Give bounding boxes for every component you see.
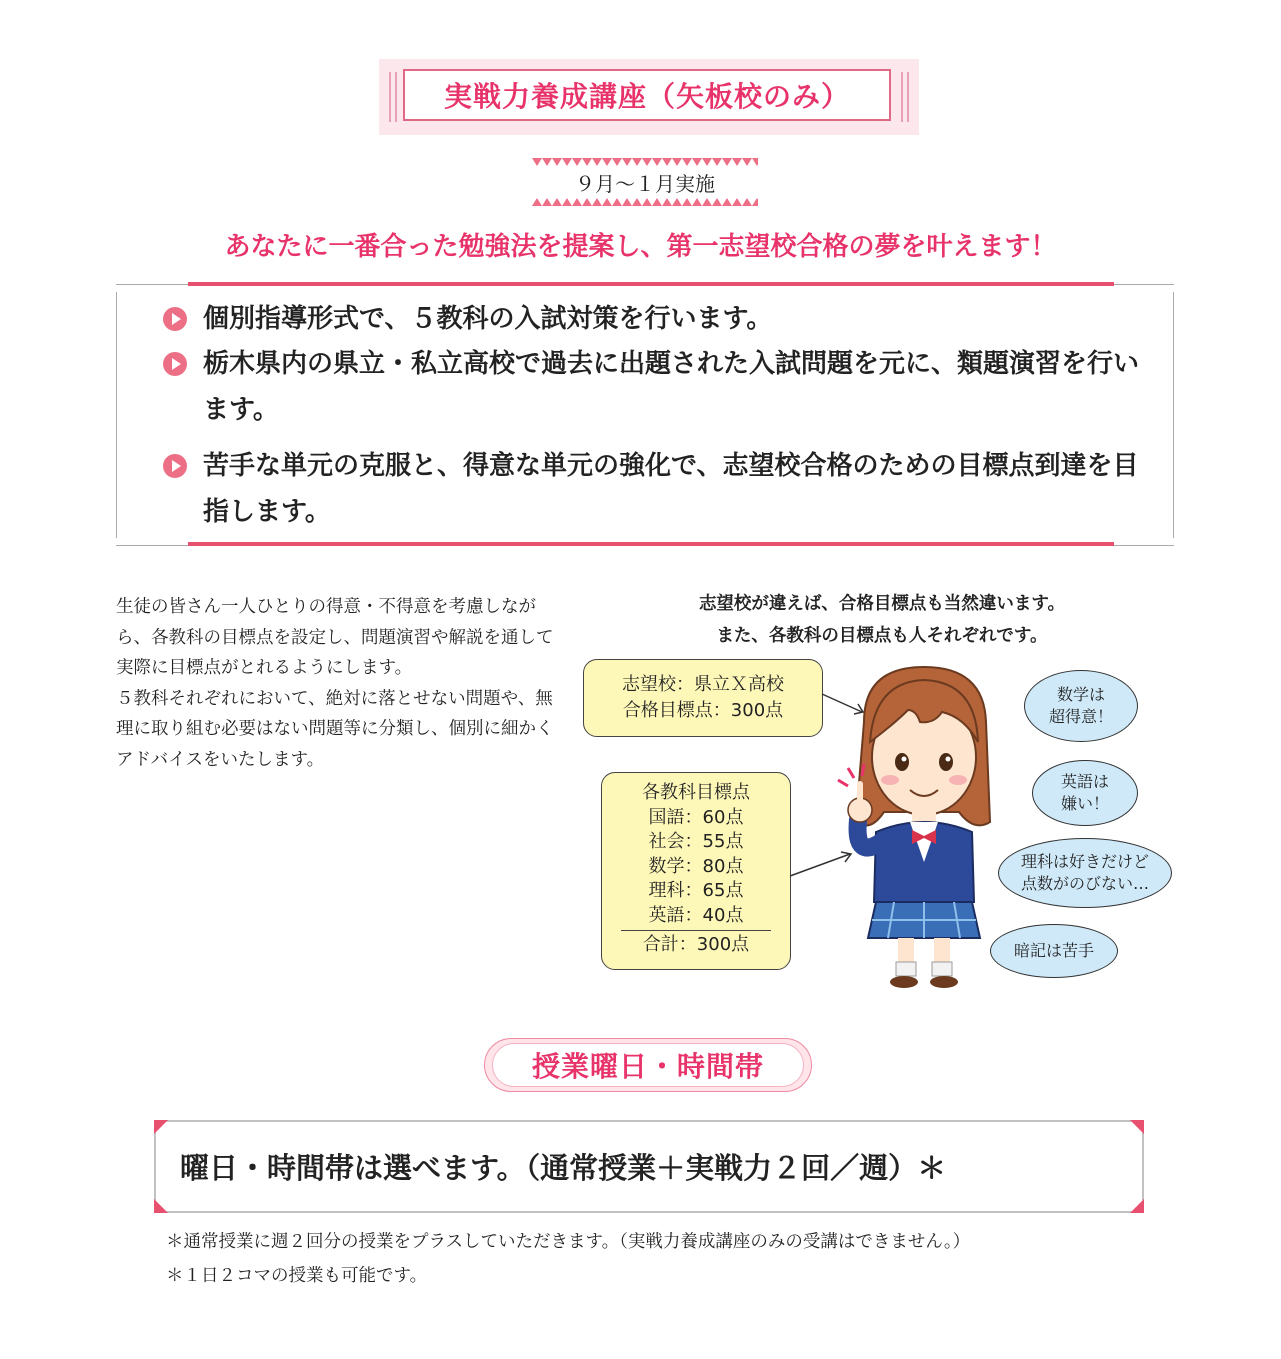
divider	[621, 930, 771, 931]
pink-accent-line	[188, 542, 1114, 546]
title-deco-bar	[395, 72, 397, 122]
subject-target: 数学：80点	[648, 855, 744, 877]
schedule-title	[484, 1038, 812, 1092]
schedule-title-text: 授業曜日・時間帯	[492, 1043, 804, 1087]
speech-bubble: 数学は 超得意！	[1024, 670, 1138, 742]
zigzag-top-deco	[532, 158, 758, 166]
note-heading: 志望校が違えば、合格目標点も当然違います。 また、各教科の目標点も人それぞれです。	[698, 594, 1066, 646]
point-item: 個別指導形式で、５教科の入試対策を行います。	[165, 296, 1155, 342]
description	[116, 592, 556, 775]
period-text: ９月～１月実施	[575, 171, 715, 196]
subject-targets-heading: 各教科目標点	[642, 782, 750, 803]
point-item: 栃木県内の県立・私立高校で過去に出題された入試問題を元に、類題演習を行います。	[165, 341, 1155, 433]
title-deco-bar	[389, 72, 391, 122]
target-school: 志望校：県立Ｘ高校	[622, 674, 784, 695]
pink-accent-line	[188, 282, 1114, 286]
footnote: ＊通常授業に週２回分の授業をプラスしていただきます。（実戦力養成講座のみの受講はできません。）	[166, 1232, 971, 1252]
schedule-main-text: 曜日・時間帯は選べます。（通常授業＋実戦力２回／週）＊	[180, 1151, 947, 1185]
subject-target: 社会：55点	[648, 831, 744, 852]
schedule-box	[154, 1120, 1144, 1213]
subject-targets-box	[601, 772, 791, 970]
title-banner	[379, 59, 919, 135]
title-deco-bar	[907, 72, 909, 122]
zigzag-bottom-deco	[532, 198, 758, 206]
description-paragraph: ５教科それぞれにおいて、絶対に落とせない問題や、無理に取り組む必要はない問題等に分類し、個別に細かくアドバイスをいたします。	[116, 688, 554, 770]
speech-bubble: 暗記は苦手	[990, 924, 1118, 978]
period-tag	[532, 158, 758, 206]
speech-bubble: 英語は 嫌い！	[1032, 760, 1138, 826]
subject-target: 英語：40点	[648, 904, 744, 926]
subject-target: 理科：65点	[648, 880, 744, 901]
page-title: 実戦力養成講座（矢板校のみ）	[403, 69, 891, 121]
headline: あなたに一番合った勉強法を提案し、第一志望校合格の夢を叶えます！	[224, 232, 1057, 262]
frame-line	[116, 292, 117, 538]
play-bullet-icon	[163, 307, 187, 331]
point-item: 苦手な単元の克服と、得意な単元の強化で、志望校合格のための目標点到達を目指します。	[165, 443, 1155, 535]
play-bullet-icon	[163, 454, 187, 478]
footnote: ＊１日２コマの授業も可能です。	[166, 1266, 428, 1286]
speech-bubble: 理科は好きだけど 点数がのびない…	[998, 838, 1172, 908]
description-paragraph: 生徒の皆さん一人ひとりの得意・不得意を考慮しながら、各教科の目標点を設定し、問題演習や解説を通して実際に目標点がとれるようにします。	[116, 597, 554, 678]
frame-line	[1173, 292, 1174, 538]
title-deco-bar	[901, 72, 903, 122]
target-goal: 合格目標点：300点	[622, 700, 784, 721]
subject-total: 合計：300点	[642, 934, 750, 955]
student-girl-illustration	[824, 662, 1014, 992]
target-school-box	[583, 659, 823, 737]
subject-target: 国語：60点	[648, 806, 744, 828]
play-bullet-icon	[163, 352, 187, 376]
